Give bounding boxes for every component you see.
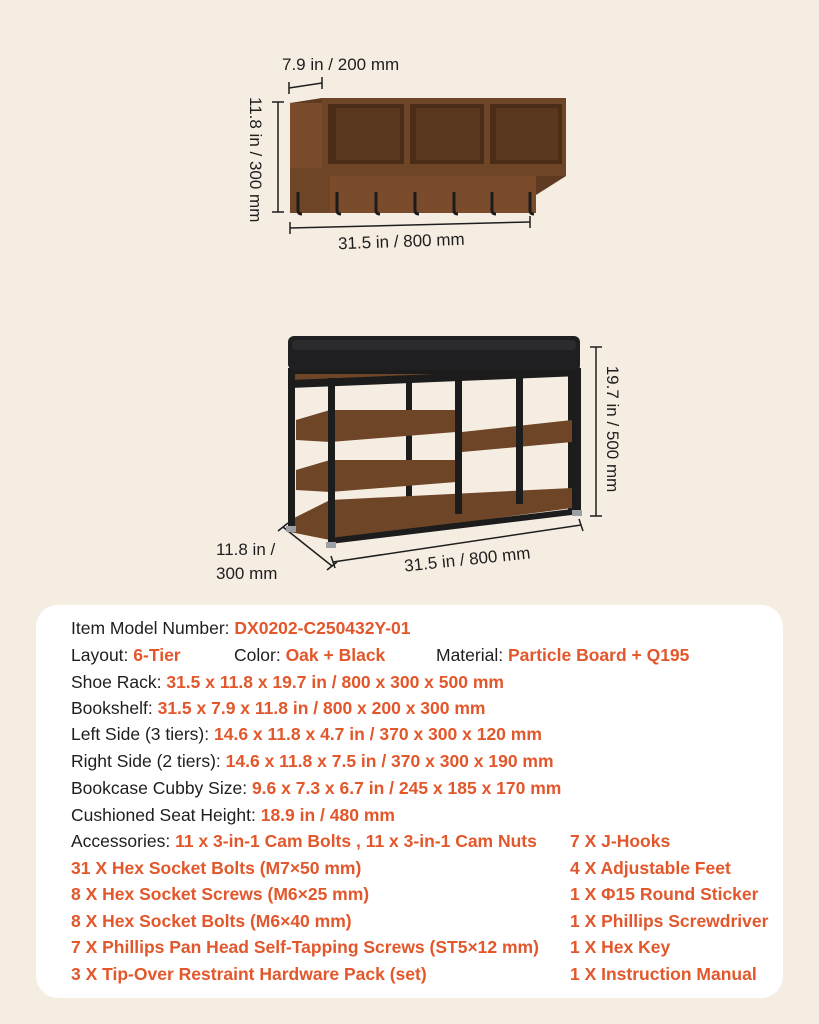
cubby-row [71, 778, 561, 799]
seat-row [71, 805, 395, 826]
model-row [71, 618, 411, 639]
model-label: Item Model Number: [71, 618, 230, 638]
bench-height-line [590, 347, 602, 516]
shelf-height-label: 11.8 in / 300 mm [246, 97, 265, 223]
accessories-row [71, 831, 537, 852]
shoe-rack-row [71, 672, 504, 693]
shelf-cabinet [290, 98, 566, 213]
layout-label: Layout: [71, 645, 129, 665]
shoe-bench-illustration [0, 320, 819, 590]
accessory-item: 1 X Hex Key [570, 937, 671, 957]
layout-row [71, 645, 181, 666]
bench-depth-label-line2: 300 mm [216, 564, 278, 583]
bench-width-label: 31.5 in / 800 mm [403, 543, 532, 576]
material-label: Material: [436, 645, 504, 665]
right-side-row [71, 751, 554, 772]
seat-value: 18.9 in / 480 mm [260, 805, 395, 825]
accessories-first: 11 x 3-in-1 Cam Bolts , 11 x 3-in-1 Cam Nuts [175, 831, 537, 851]
material-row [436, 645, 689, 666]
shelf-height-line [272, 102, 284, 212]
accessory-item: 7 X J-Hooks [570, 831, 671, 851]
seat-label: Cushioned Seat Height: [71, 805, 256, 825]
bookshelf-value: 31.5 x 7.9 x 11.8 in / 800 x 200 x 300 mm [157, 698, 486, 718]
color-label: Color: [234, 645, 281, 665]
color-value: Oak + Black [285, 645, 386, 665]
bench-depth-label-line1: 11.8 in / [216, 540, 276, 559]
layout-value: 6-Tier [133, 645, 181, 665]
accessory-item: 1 X Instruction Manual [570, 964, 757, 984]
accessory-item: 8 X Hex Socket Screws (M6×25 mm) [71, 884, 370, 904]
left-side-row [71, 724, 542, 745]
accessory-item: 31 X Hex Socket Bolts (M7×50 mm) [71, 858, 362, 878]
right-side-value: 14.6 x 11.8 x 7.5 in / 370 x 300 x 190 mm [225, 751, 554, 771]
shelf-depth-line [289, 77, 322, 94]
right-side-label: Right Side (2 tiers): [71, 751, 221, 771]
shelf-width-label: 31.5 in / 800 mm [337, 229, 465, 254]
accessory-item: 7 X Phillips Pan Head Self-Tapping Screws (ST5×12 mm) [71, 937, 539, 957]
bench-cushion [288, 336, 580, 370]
model-value: DX0202-C250432Y-01 [234, 618, 411, 638]
material-value: Particle Board + Q195 [507, 645, 690, 665]
shelf-depth-label: 7.9 in / 200 mm [282, 55, 400, 74]
cubby-value: 9.6 x 7.3 x 6.7 in / 245 x 185 x 170 mm [251, 778, 562, 798]
wall-shelf-illustration [0, 0, 819, 300]
color-row [234, 645, 385, 666]
cubby-label: Bookcase Cubby Size: [71, 778, 248, 798]
left-side-label: Left Side (3 tiers): [71, 724, 210, 744]
accessory-item: 4 X Adjustable Feet [570, 858, 731, 878]
accessory-item: 8 X Hex Socket Bolts (M6×40 mm) [71, 911, 352, 931]
accessory-item: 1 X Φ15 Round Sticker [570, 884, 759, 904]
bench-height-label: 19.7 in / 500 mm [603, 365, 622, 493]
bookshelf-row [71, 698, 485, 719]
shoe-rack-label: Shoe Rack: [71, 672, 162, 692]
accessories-label: Accessories: [71, 831, 171, 851]
bookshelf-label: Bookshelf: [71, 698, 153, 718]
accessory-item: 3 X Tip-Over Restraint Hardware Pack (set) [71, 964, 427, 984]
shoe-rack-value: 31.5 x 11.8 x 19.7 in / 800 x 300 x 500 mm [166, 672, 504, 692]
accessory-item: 1 X Phillips Screwdriver [570, 911, 769, 931]
left-side-value: 14.6 x 11.8 x 4.7 in / 370 x 300 x 120 mm [214, 724, 542, 744]
bench-frame [286, 360, 582, 548]
